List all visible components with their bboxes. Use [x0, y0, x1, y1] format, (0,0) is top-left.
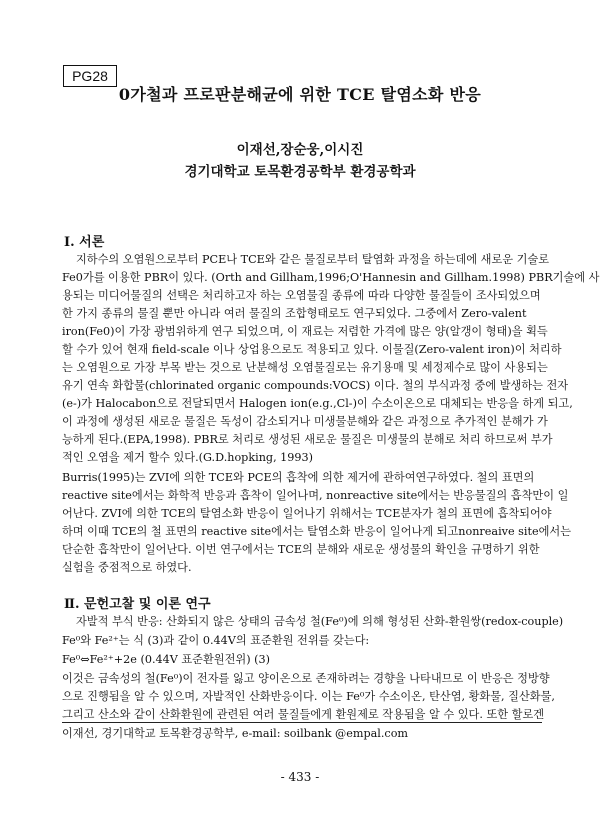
page-number: - 433 - — [280, 770, 320, 784]
intro-line: 어난다. ZVI에 의한 TCE의 탈염소화 반응이 일어나기 위해서는 TCE분자가 철의 표면에 흡착되어야 — [62, 507, 552, 520]
intro-line: 유기 연속 화합물(chlorinated organic compounds:VOCS) 이다. 철의 부식과정 중에 발생하는 전자 — [62, 379, 569, 392]
theory-line: 그리고 산소와 같이 산화환원에 관련된 여러 물질들에게 환원제로 작용됨을 알 수 있다. 또한 할로겐 — [62, 708, 545, 721]
intro-line: 실험을 중점적으로 하였다. — [62, 561, 192, 574]
intro-line: (e-)가 Halocabon으로 전달되면서 Halogen ion(e.g.,Cl-)이 수소이온으로 대체되는 반응을 하게 되고, — [62, 397, 573, 410]
intro-line: 단순한 흡착만이 일어난다. 이번 연구에서는 TCE의 분해와 새로운 생성물의 확인을 규명하기 위한 — [62, 543, 540, 556]
intro-line: Burris(1995)는 ZVI에 의한 TCE와 PCE의 흡착에 의한 제거에 관하여연구하였다. 철의 표면의 — [62, 471, 535, 484]
intro-line: 능하게 된다.(EPA,1998). PBR로 처리로 생성된 새로운 물질은 미생물의 분해로 처리 하므로써 부가 — [62, 433, 553, 446]
intro-line: 적인 오염을 제거 할수 있다.(G.D.hopking, 1993) — [62, 451, 314, 464]
intro-line: 이 과정에 생성된 새로운 물질은 독성이 감소되거나 미생물분해와 같은 과정으로 추가적인 분해가 가 — [62, 415, 548, 428]
intro-line: 용되는 미디어물질의 선택은 처리하고자 하는 오염물질 종류에 따라 다양한 물질들이 조사되었으며 — [62, 289, 541, 302]
affiliation: 경기대학교 토목환경공학부 환경공학과 — [184, 164, 416, 180]
paper-title: 0가철과 프로판분해균에 위한 TCE 탈염소화 반응 — [118, 85, 482, 104]
intro-line: 한 가지 종류의 물질 뿐만 아니라 여러 물질의 조합형태로도 연구되었다. 그중에서 Zero-valent — [62, 307, 527, 320]
intro-line: 하며 이때 TCE의 철 표면의 reactive site에서는 탈염소화 반응이 일어나게 되고nonreaive site에서는 — [62, 525, 572, 538]
session-code-badge: PG28 — [63, 65, 117, 87]
theory-line: 이것은 금속성의 철(Fe⁰)이 전자를 잃고 양이온으로 존재하려는 경향을 나타내므로 이 반응은 정방향 — [62, 672, 550, 685]
theory-line: 으로 진행됨을 알 수 있으며, 자발적인 산화반응이다. 이는 Fe⁰가 수소이온, 탄산염, 황화물, 질산화물, — [62, 690, 555, 703]
intro-line: 는 오염원으로 가장 부목 받는 것으로 난분해성 오염물질로는 유기용매 및 세정제수로 많이 사용되는 — [62, 361, 548, 374]
theory-line: Fe⁰와 Fe²⁺는 식 (3)과 같이 0.44V의 표준환원 전위를 갖는다: — [62, 634, 370, 647]
intro-line: 할 수가 있어 현재 field-scale 이나 상업용으로도 적용되고 있다. 이물질(Zero-valent iron)이 처리하 — [62, 343, 562, 356]
section-heading-intro: Ⅰ. 서론 — [64, 235, 105, 250]
corresponding-author-footnote: 이재선, 경기대학교 토목환경공학부, e-mail: soilbank @empal.com — [62, 727, 409, 740]
theory-line: 자발적 부식 반응: 산화되지 않은 상태의 금속성 철(Fe⁰)에 의해 형성된 산화-환원쌍(redox-couple) — [76, 615, 564, 628]
equation-3: Fe⁰⇔Fe²⁺+2e (0.44V 표준환원전위) (3) — [62, 653, 270, 666]
intro-line: reactive site에서는 화학적 반응과 흡착이 일어나며, nonreactive site에서는 반응물질의 흡착만이 일 — [62, 489, 569, 502]
intro-line: 지하수의 오염원으로부터 PCE나 TCE와 같은 물질로부터 탈염화 과정을 하는데에 새로운 기술로 — [76, 253, 550, 266]
footnote-divider — [62, 722, 542, 723]
intro-line: Fe0가를 이용한 PBR이 있다. (Orth and Gillham,1996;O'Hannesin and Gillham.1998) PBR기술에 사 — [62, 271, 600, 284]
section-heading-literature: Ⅱ. 문헌고찰 및 이론 연구 — [64, 597, 211, 612]
authors: 이재선,장순웅,이시진 — [236, 142, 364, 158]
intro-line: iron(Fe0)이 가장 광범위하게 연구 되었으며, 이 재료는 저렴한 가격에 많은 양(알갱이 형태)을 획득 — [62, 325, 548, 338]
